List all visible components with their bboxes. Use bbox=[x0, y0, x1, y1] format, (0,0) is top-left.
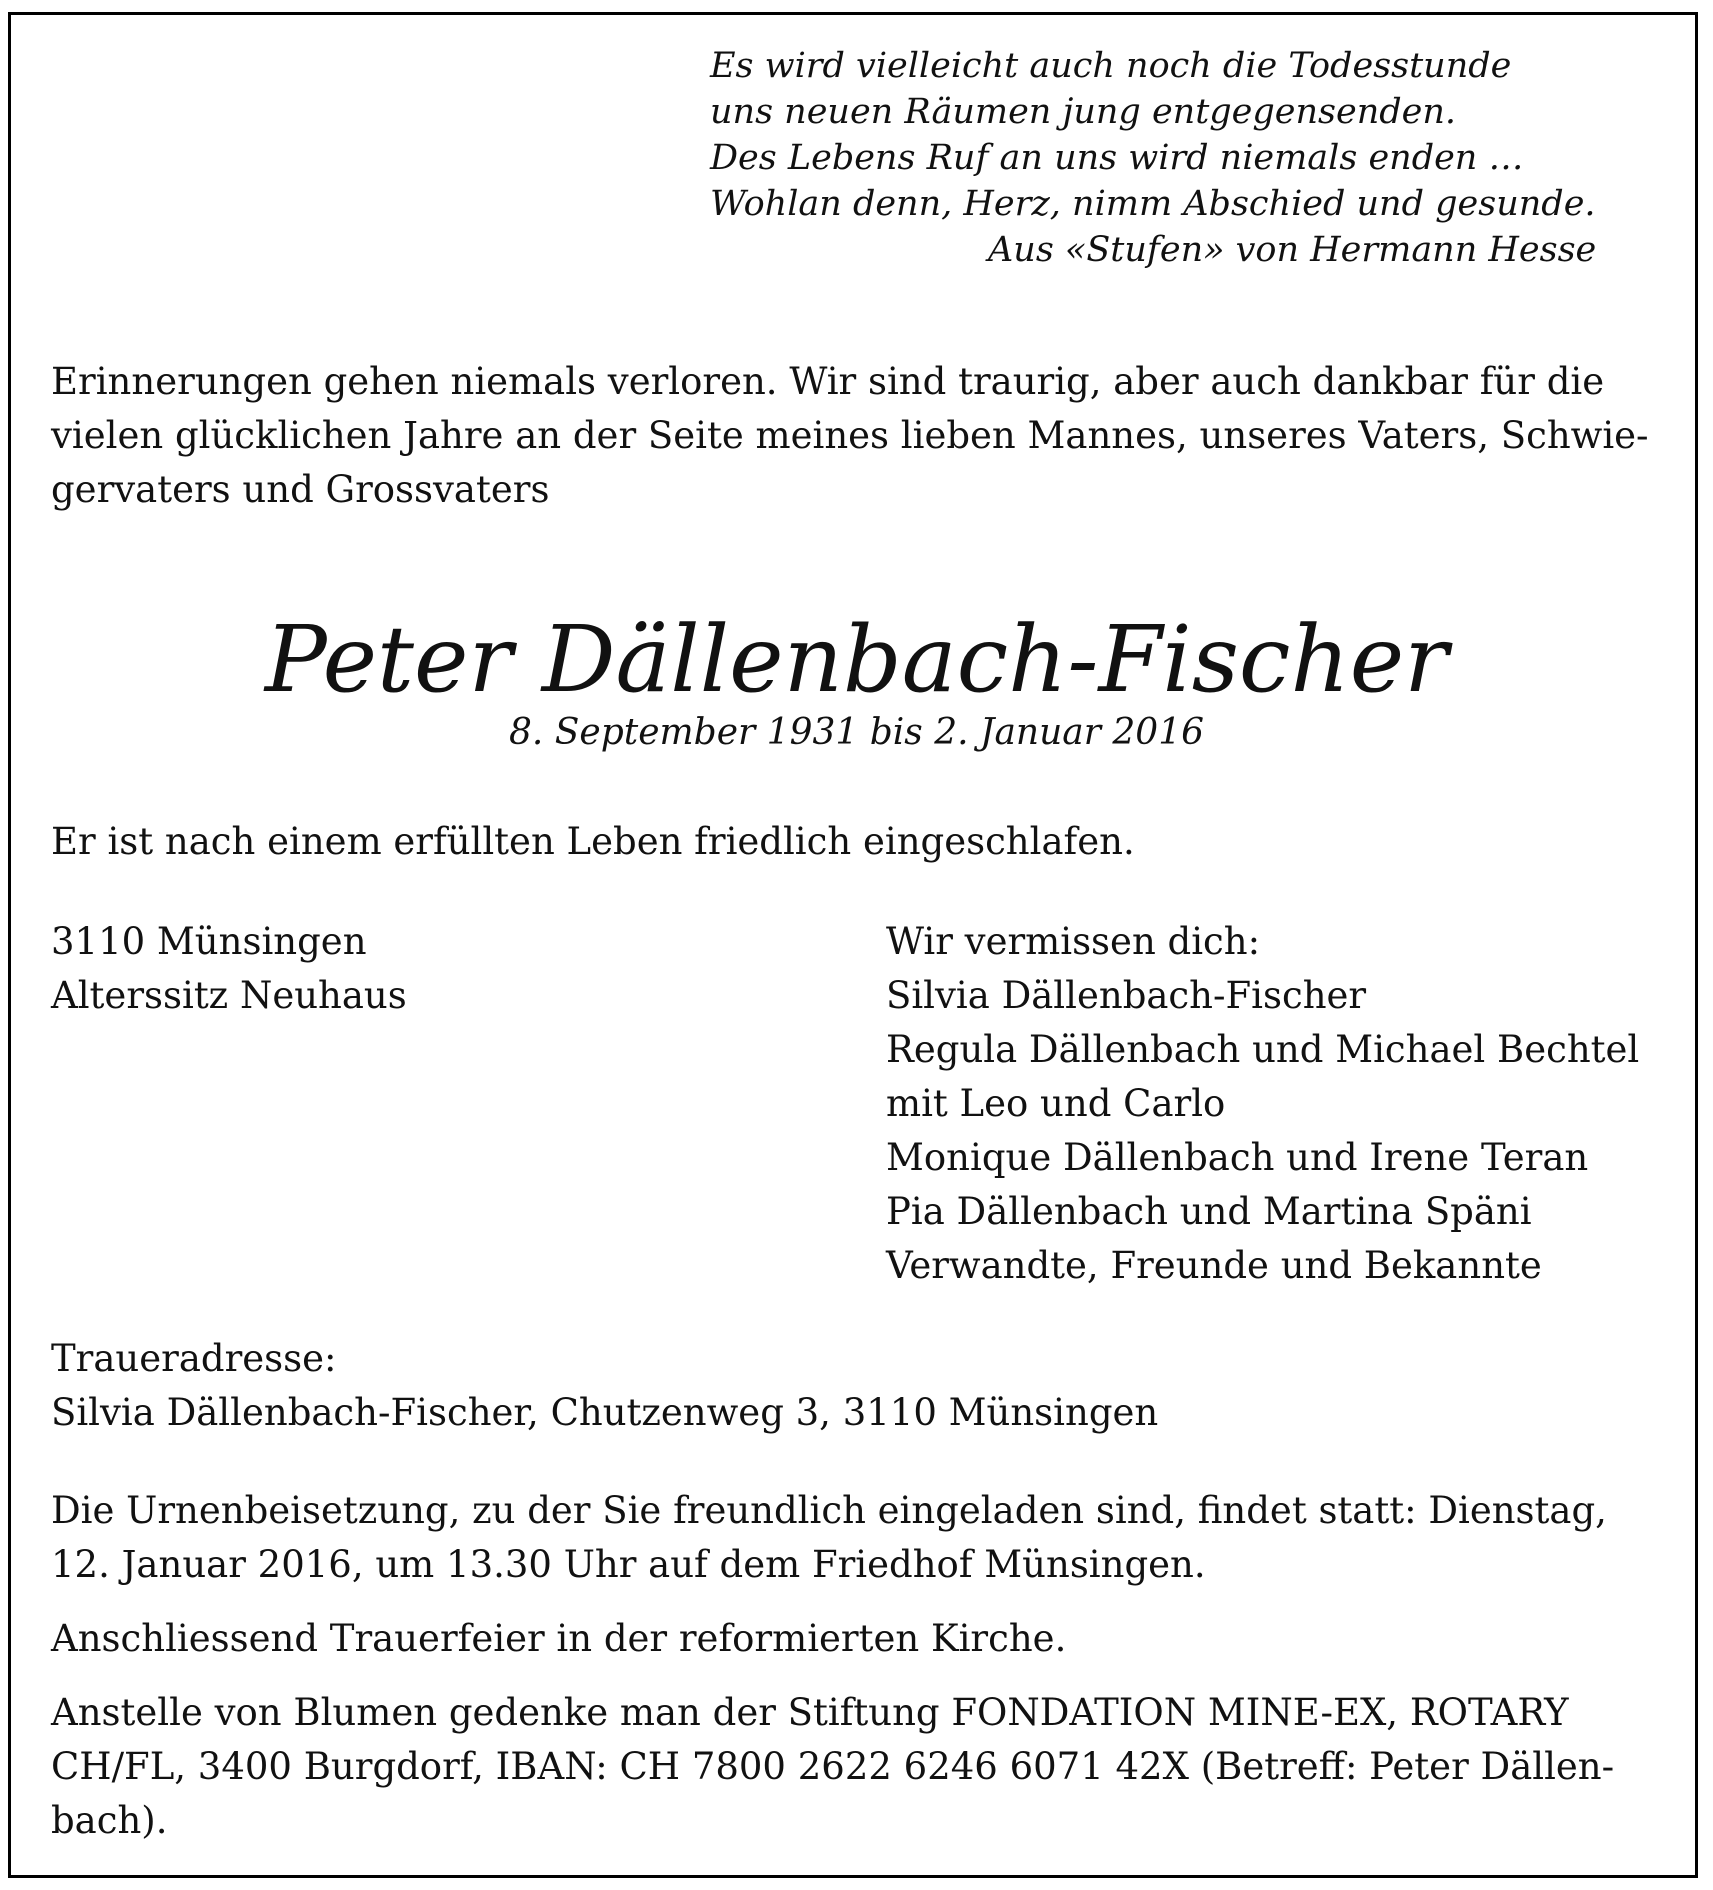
poem-line: Des Lebens Ruf an uns wird niemals enden … bbox=[710, 138, 1524, 178]
mourner-name: Regula Dällenbach und Michael Bechtel bbox=[886, 1028, 1640, 1071]
intro-text: Erinnerungen gehen niemals verloren. Wir sind traurig, aber auch dankbar für die vielen glücklichen Jahre an der Seite meines lieben Mannes, unseres Vaters, Schwie- gervaters und Grossvaters bbox=[51, 360, 1649, 511]
poem-attribution: Aus «Stufen» von Hermann Hesse bbox=[988, 230, 1597, 270]
mourners-block bbox=[886, 915, 1639, 1293]
address-value: Silvia Dällenbach-Fischer, Chutzenweg 3, 3110 Münsingen bbox=[51, 1391, 1159, 1434]
ceremony-block bbox=[51, 1484, 1651, 1592]
location-line: 3110 Münsingen bbox=[51, 920, 367, 963]
ceremony-line: 12. Januar 2016, um 13.30 Uhr auf dem Friedhof Münsingen. bbox=[51, 1543, 1206, 1586]
mourner-name: Verwandte, Freunde und Bekannte bbox=[886, 1244, 1542, 1287]
donation-line: Anstelle von Blumen gedenke man der Stiftung FONDATION MINE-EX, ROTARY bbox=[51, 1691, 1569, 1734]
location-line: Alterssitz Neuhaus bbox=[51, 974, 407, 1017]
location-block bbox=[51, 915, 407, 1023]
memorial-note: Anschliessend Trauerfeier in der reformierten Kirche. bbox=[51, 1617, 1067, 1660]
poem-quote bbox=[710, 43, 1610, 273]
life-dates: 8. September 1931 bis 2. Januar 2016 bbox=[508, 712, 1205, 753]
mourner-name: Monique Dällenbach und Irene Teran bbox=[886, 1136, 1589, 1179]
donation-line: CH/FL, 3400 Burgdorf, IBAN: CH 7800 2622 6246 6071 42X (Betreff: Peter Dällen- bbox=[51, 1745, 1615, 1788]
poem-line: Es wird vielleicht auch noch die Todesstunde bbox=[710, 46, 1512, 86]
mourner-name: mit Leo und Carlo bbox=[886, 1082, 1226, 1125]
mourner-name: Silvia Dällenbach-Fischer bbox=[886, 974, 1367, 1017]
passing-note: Er ist nach einem erfüllten Leben friedlich eingeschlafen. bbox=[51, 820, 1135, 863]
mourners-heading: Wir vermissen dich: bbox=[886, 920, 1261, 963]
poem-line: uns neuen Räumen jung entgegensenden. bbox=[710, 92, 1457, 132]
ceremony-line: Die Urnenbeisetzung, zu der Sie freundlich eingeladen sind, findet statt: Dienstag, bbox=[51, 1489, 1607, 1532]
donation-block bbox=[51, 1686, 1651, 1848]
donation-line: bach). bbox=[51, 1799, 168, 1842]
poem-line: Wohlan denn, Herz, nimm Abschied und gesunde. bbox=[710, 184, 1596, 224]
address-label: Traueradresse: bbox=[51, 1337, 337, 1380]
mourner-name: Pia Dällenbach und Martina Späni bbox=[886, 1190, 1532, 1233]
address-block bbox=[51, 1332, 1651, 1440]
deceased-name: Peter Dällenbach-Fischer bbox=[264, 606, 1449, 713]
